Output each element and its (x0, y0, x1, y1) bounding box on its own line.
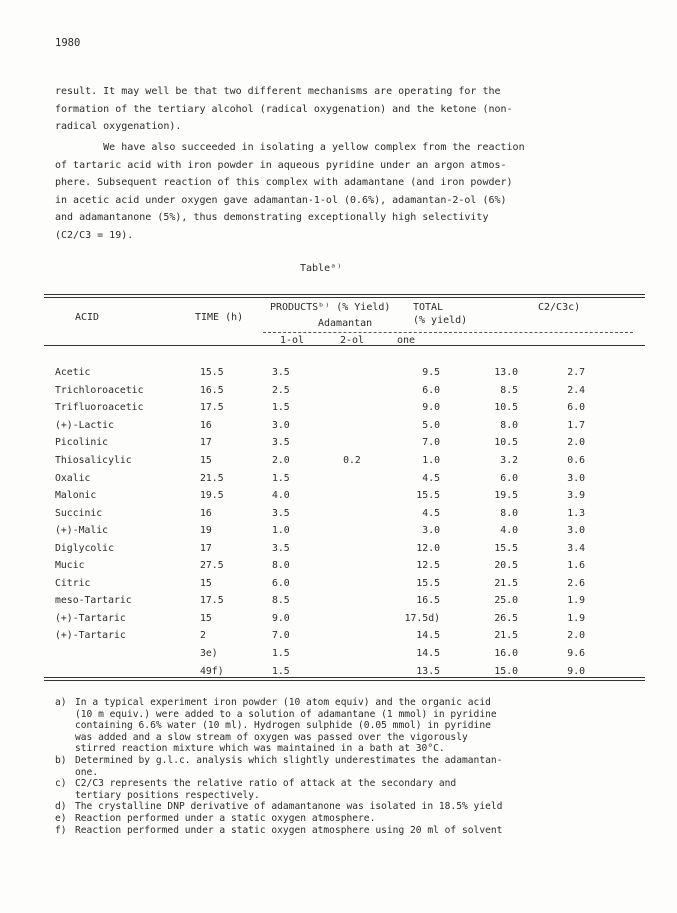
header-2-ol: 2-ol (340, 335, 365, 346)
table-row (55, 434, 585, 452)
total-yield-cell: 26.5 (494, 612, 518, 624)
yield-1-ol-cell: 3.5 (272, 507, 290, 519)
footnote-text: Reaction performed under a static oxygen atmosphere using 20 ml of solvent (75, 824, 503, 836)
yield-one-cell: 9.0 (422, 402, 440, 414)
yield-2-ol-cell (327, 417, 377, 435)
yield-one-cell: 9.5 (422, 367, 440, 379)
total-yield-cell: 3.2 (500, 455, 518, 466)
yield-1-ol-cell: 9.0 (272, 612, 290, 624)
time-cell: 17 (200, 542, 212, 554)
footnote-key: b) (55, 754, 67, 766)
paragraph-line: phere. Subsequent reaction of this complex with adamantane (and iron powder) (55, 177, 513, 189)
acid-cell: Malonic (55, 490, 97, 502)
footnote-f (55, 825, 655, 837)
yield-one-cell: 14.5 (416, 630, 440, 642)
time-cell: 27.5 (200, 560, 224, 572)
paragraph-line: (C2/C3 = 19). (55, 229, 134, 241)
yield-one-cell: 15.5 (416, 490, 440, 502)
footnote-e (55, 813, 655, 825)
total-yield-cell: 8.0 (500, 507, 518, 519)
footnote-d (55, 801, 655, 813)
time-cell: 19.5 (200, 490, 224, 502)
time-cell: 21.5 (200, 472, 224, 484)
header-1-ol: 1-ol (280, 335, 305, 346)
yield-1-ol-cell: 1.0 (272, 525, 290, 537)
acid-cell: Trichloroacetic (55, 384, 144, 396)
yield-1-ol-cell: 1.5 (272, 402, 290, 414)
yield-1-ol-cell: 8.5 (272, 595, 290, 607)
yield-1-ol-cell: 3.5 (272, 367, 290, 379)
footnote-key: a) (55, 697, 67, 708)
total-yield-cell: 4.0 (500, 525, 518, 537)
total-yield-cell: 16.0 (494, 648, 518, 660)
footnote-c (55, 778, 655, 801)
yield-2-ol-cell: 0.2 (343, 455, 361, 466)
acid-cell: (+)-Tartaric (55, 630, 126, 642)
footnote-key: e) (55, 812, 67, 824)
footnote-key: d) (55, 801, 67, 813)
yield-1-ol-cell: 4.0 (272, 490, 290, 502)
ratio-cell: 1.9 (567, 595, 585, 607)
time-cell: 17.5 (200, 595, 224, 607)
table-row (55, 557, 585, 575)
yield-2-ol-cell (327, 575, 377, 593)
yield-1-ol-cell: 3.5 (272, 542, 290, 554)
yield-2-ol-cell (327, 627, 377, 645)
time-cell: 15 (200, 612, 212, 624)
ratio-cell: 1.3 (567, 507, 585, 519)
yield-2-ol-cell (327, 399, 377, 417)
yield-2-ol-cell (327, 557, 377, 575)
time-cell: 15 (200, 455, 212, 466)
ratio-cell: 1.6 (567, 560, 585, 572)
table-caption: Tableᵃ⁾ (300, 263, 343, 274)
total-yield-cell: 15.0 (494, 665, 518, 677)
yield-1-ol-cell: 1.5 (272, 472, 290, 484)
paragraph-line: We have also succeeded in isolating a yellow complex from the reaction (55, 142, 525, 153)
ratio-cell: 6.0 (567, 402, 585, 414)
table-row (55, 575, 585, 593)
acid-cell: Mucic (55, 560, 85, 572)
yield-2-ol-cell (327, 610, 377, 628)
ratio-cell: 3.4 (567, 542, 585, 554)
yield-one-cell: 12.5 (416, 560, 440, 572)
yield-2-ol-cell (327, 469, 377, 487)
table-top-rule (44, 294, 645, 295)
acid-cell: Thiosalicylic (55, 455, 132, 466)
time-cell: 3e) (200, 648, 218, 660)
time-cell: 17 (200, 437, 212, 449)
ratio-cell: 9.6 (567, 648, 585, 660)
header-acid: ACID (75, 312, 100, 323)
ratio-cell: 2.0 (567, 630, 585, 642)
total-yield-cell: 21.5 (494, 577, 518, 589)
time-cell: 2 (200, 630, 206, 642)
acid-cell: Succinic (55, 507, 103, 519)
time-cell: 49f) (200, 665, 224, 677)
total-yield-cell: 19.5 (494, 490, 518, 502)
table-row (55, 504, 585, 522)
yield-one-cell: 16.5 (416, 595, 440, 607)
yield-2-ol-cell (327, 522, 377, 540)
table-bottom-rule-2 (44, 680, 645, 681)
ratio-cell: 2.0 (567, 437, 585, 449)
time-cell: 16 (200, 507, 212, 519)
ratio-cell: 3.0 (567, 525, 585, 537)
time-cell: 16.5 (200, 384, 224, 396)
yield-2-ol-cell (327, 504, 377, 522)
yield-one-cell: 5.0 (422, 419, 440, 431)
footnote-text: In a typical experiment iron powder (10 atom equiv) and the organic acid (10 m equiv.) were added to a solution of adamantane (1 mmol) in pyridine containing 6.6% water (10 ml). Hydrogen sulphide (0.05 mmol) in pyridine was added and a slow stream of oxygen was passed over the vigorously stirred reaction mixture which was maintained in a bath at 30°C. (75, 697, 497, 755)
acid-cell: (+)-Lactic (55, 419, 114, 431)
table-row (55, 592, 585, 610)
footnote-text: Reaction performed under a static oxygen atmosphere. (75, 812, 376, 824)
table-bottom-rule (44, 677, 645, 678)
total-yield-cell: 10.5 (494, 402, 518, 414)
yield-2-ol-cell (327, 592, 377, 610)
ratio-cell: 9.0 (567, 665, 585, 677)
acid-cell: Citric (55, 577, 91, 589)
footnote-key: c) (55, 778, 67, 790)
yield-2-ol-cell (327, 487, 377, 505)
yield-one-cell: 15.5 (416, 577, 440, 589)
time-cell: 15 (200, 577, 212, 589)
ratio-cell: 1.9 (567, 612, 585, 624)
acid-cell: Diglycolic (55, 542, 114, 554)
acid-cell: (+)-Malic (55, 525, 109, 537)
table-row (55, 627, 585, 645)
total-yield-cell: 13.0 (494, 367, 518, 379)
header-time: TIME (h) (195, 312, 244, 323)
ratio-cell: 1.7 (567, 419, 585, 431)
yield-one-cell: 12.0 (416, 542, 440, 554)
yield-one-cell: 14.5 (416, 648, 440, 660)
table-row (55, 610, 585, 628)
table-row (55, 382, 585, 400)
yield-one-cell: 17.5d) (404, 612, 440, 624)
header-one: one (397, 335, 416, 346)
yield-1-ol-cell: 3.0 (272, 419, 290, 431)
footnote-text: The crystalline DNP derivative of adamantanone was isolated in 18.5% yield (75, 801, 503, 813)
paragraph-line: of tartaric acid with iron powder in aqueous pyridine under an argon atmos- (55, 159, 507, 171)
ratio-cell: 2.4 (567, 384, 585, 396)
total-yield-cell: 21.5 (494, 630, 518, 642)
paragraph-1 (55, 83, 655, 136)
paragraph-line: radical oxygenation). (55, 121, 182, 133)
total-yield-cell: 10.5 (494, 437, 518, 449)
table-row (55, 487, 585, 505)
time-cell: 15.5 (200, 367, 224, 379)
yield-1-ol-cell: 7.0 (272, 630, 290, 642)
total-yield-cell: 8.5 (500, 384, 518, 396)
footnote-a (55, 697, 655, 755)
header-total-unit: (% yield) (413, 315, 468, 326)
header-adamantan: Adamantan (318, 318, 373, 329)
acid-cell: Oxalic (55, 472, 91, 484)
paragraph-line: formation of the tertiary alcohol (radical oxygenation) and the ketone (non- (55, 103, 513, 115)
yield-one-cell: 13.5 (416, 665, 440, 677)
yield-one-cell: 6.0 (422, 384, 440, 396)
yield-1-ol-cell: 8.0 (272, 560, 290, 572)
yield-1-ol-cell: 3.5 (272, 437, 290, 449)
footnote-key: f) (55, 824, 67, 836)
paragraph-line: and adamantanone (5%), thus demonstrating exceptionally high selectivity (55, 212, 489, 224)
yield-one-cell: 4.5 (422, 507, 440, 519)
table-row (55, 469, 585, 487)
page-number: 1980 (55, 37, 81, 49)
yield-2-ol-cell (327, 539, 377, 557)
yield-1-ol-cell: 1.5 (272, 665, 290, 677)
yield-one-cell: 3.0 (422, 525, 440, 537)
header-bottom-rule (44, 345, 645, 346)
table-row (55, 645, 585, 663)
acid-cell: (+)-Tartaric (55, 612, 126, 624)
yield-2-ol-cell (327, 434, 377, 452)
total-yield-cell: 6.0 (500, 472, 518, 484)
paragraph-line: in acetic acid under oxygen gave adamantan-1-ol (0.6%), adamantan-2-ol (6%) (55, 194, 507, 206)
table-row (55, 364, 585, 382)
time-cell: 16 (200, 419, 212, 431)
paragraph-line: result. It may well be that two different mechanisms are operating for the (55, 86, 501, 97)
table-row (55, 417, 585, 435)
table-top-rule-2 (44, 297, 645, 298)
yield-1-ol-cell: 1.5 (272, 648, 290, 660)
acid-cell: Picolinic (55, 437, 109, 449)
ratio-cell: 2.7 (567, 367, 585, 379)
yield-1-ol-cell: 2.5 (272, 384, 290, 396)
yield-one-cell: 1.0 (422, 455, 440, 466)
footnote-text: C2/C3 represents the relative ratio of attack at the secondary and tertiary positions respectively. (75, 778, 457, 801)
yield-one-cell: 7.0 (422, 437, 440, 449)
yield-2-ol-cell (327, 645, 377, 663)
acid-cell: meso-Tartaric (55, 595, 132, 607)
yield-1-ol-cell: 2.0 (272, 455, 290, 466)
total-yield-cell: 8.0 (500, 419, 518, 431)
table-row (55, 522, 585, 540)
time-cell: 19 (200, 525, 212, 537)
footnote-b (55, 755, 655, 778)
acid-cell (55, 645, 200, 663)
ratio-cell: 2.6 (567, 577, 585, 589)
header-total: TOTAL (413, 302, 444, 313)
paragraph-2 (55, 139, 655, 245)
footnote-text: Determined by g.l.c. analysis which slightly underestimates the adamantan- one. (75, 754, 503, 778)
total-yield-cell: 20.5 (494, 560, 518, 572)
time-cell: 17.5 (200, 402, 224, 414)
ratio-cell: 0.6 (567, 455, 585, 466)
table-row (55, 452, 585, 470)
header-products: PRODUCTSᵇ⁾ (% Yield) (270, 302, 391, 313)
table-row (55, 539, 585, 557)
table-row (55, 399, 585, 417)
header-ratio: C2/C3c) (538, 302, 581, 313)
results-table (55, 364, 585, 680)
total-yield-cell: 15.5 (494, 542, 518, 554)
ratio-cell: 3.9 (567, 490, 585, 502)
total-yield-cell: 25.0 (494, 595, 518, 607)
yield-2-ol-cell (327, 382, 377, 400)
yield-2-ol-cell (327, 364, 377, 382)
products-divider (263, 332, 633, 333)
footnotes (55, 697, 655, 836)
acid-cell: Acetic (55, 367, 91, 379)
yield-one-cell: 4.5 (422, 472, 440, 484)
ratio-cell: 3.0 (567, 472, 585, 484)
yield-1-ol-cell: 6.0 (272, 577, 290, 589)
acid-cell: Trifluoroacetic (55, 402, 144, 414)
